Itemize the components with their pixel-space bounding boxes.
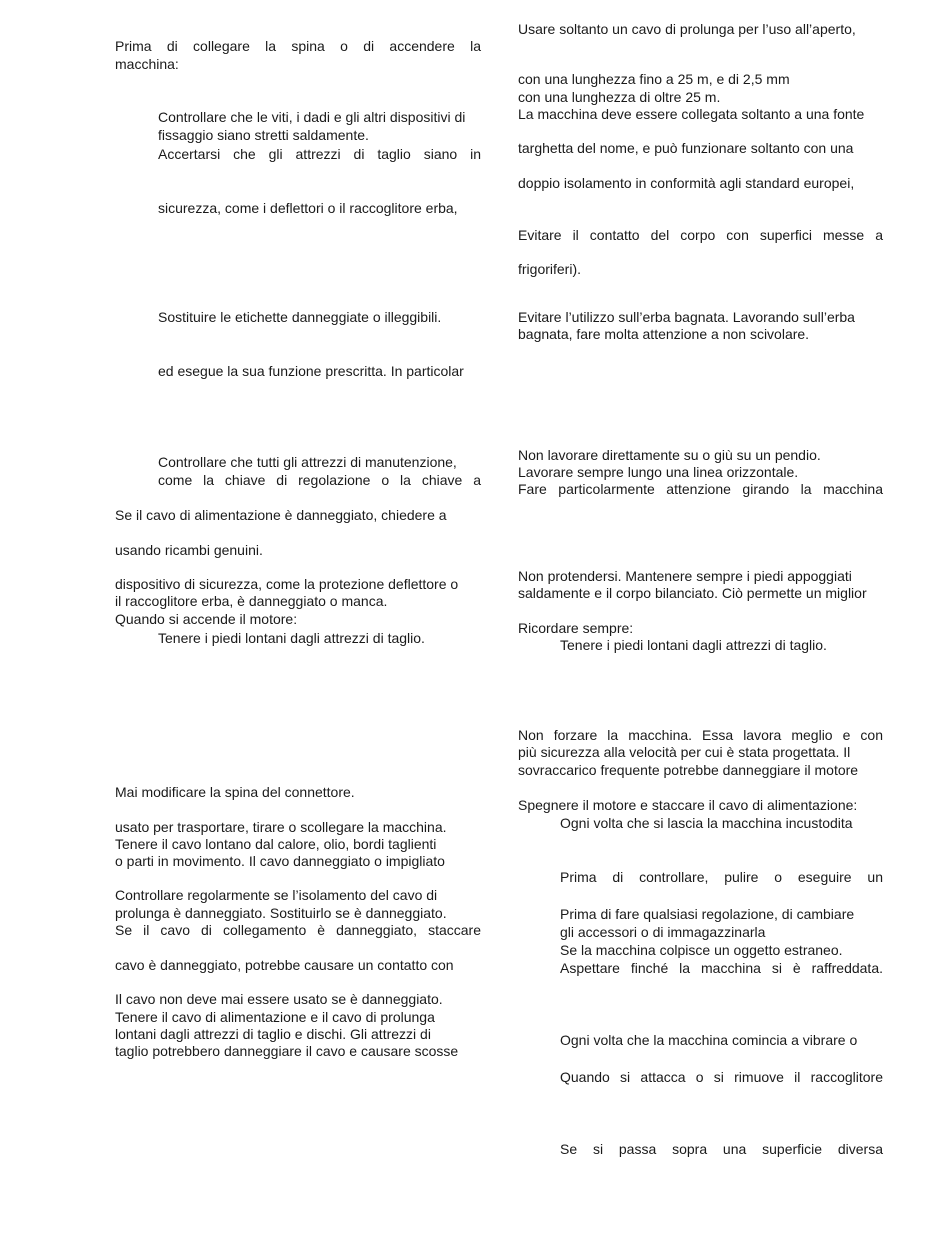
- slope-line-3: Fare particolarmente attenzione girando la macchina: [518, 481, 883, 497]
- check-screws-line-1: Controllare che le viti, i dadi e gli altri dispositivi di: [158, 109, 466, 125]
- stop-motor: Spegnere il motore e staccare il cavo di alimentazione:: [518, 797, 858, 813]
- insulation-line-1: Controllare regolarmente se l’isolamento del cavo di: [115, 887, 438, 903]
- cable-use-line-1: usato per trasportare, tirare o scollegare la macchina.: [115, 819, 447, 835]
- slope-line-2: Lavorare sempre lungo una linea orizzontale.: [518, 464, 799, 480]
- outdoor-cable: Usare soltanto un cavo di prolunga per l’uso all’aperto,: [518, 21, 856, 37]
- unattended: Ogni volta che si lascia la macchina incustodita: [560, 815, 853, 831]
- remember: Ricordare sempre:: [518, 620, 634, 636]
- intro-line-1: Prima di collegare la spina o di accendere la: [115, 38, 481, 54]
- genuine-parts: usando ricambi genuini.: [115, 542, 263, 558]
- cable-use-line-3: o parti in movimento. Il cavo danneggiato o impigliato: [115, 853, 445, 869]
- intro-line-2: macchina:: [115, 56, 179, 72]
- never-damaged-cable: Il cavo non deve mai essere usato se è danneggiato.: [115, 991, 443, 1007]
- cool-down: Aspettare finché la macchina si è raffreddata.: [560, 960, 883, 976]
- cutting-tools-safe: Accertarsi che gli attrezzi di taglio siano in: [158, 146, 481, 162]
- power-cable-damaged: Se il cavo di alimentazione è danneggiato, chiedere a: [115, 507, 447, 523]
- length-25-line-2: con una lunghezza di oltre 25 m.: [518, 89, 721, 105]
- surface-change: Se si passa sopra una superficie diversa: [560, 1141, 883, 1157]
- check-screws-line-2: fissaggio siano stretti saldamente.: [158, 127, 369, 143]
- overreach-line-1: Non protendersi. Mantenere sempre i piedi appoggiati: [518, 568, 852, 584]
- safety-devices: sicurezza, come i deflettori o il raccoglitore erba,: [158, 200, 458, 216]
- never-modify-plug: Mai modificare la spina del connettore.: [115, 784, 355, 800]
- before-check: Prima di controllare, pulire o eseguire un: [560, 869, 883, 885]
- safety-device-line-2: il raccoglitore erba, è danneggiato o manca.: [115, 593, 388, 609]
- slope-line-1: Non lavorare direttamente su o giù su un pendio.: [518, 447, 821, 463]
- keep-cable-line-2: lontani dagli attrezzi di taglio e dischi. Gli attrezzi di: [115, 1026, 431, 1042]
- power-source: La macchina deve essere collegata soltanto a una fonte: [518, 106, 865, 122]
- replace-labels: Sostituire le etichette danneggiate o illeggibili.: [158, 309, 442, 325]
- insulation-line-2: prolunga è danneggiato. Sostituirlo se è danneggiato.: [115, 905, 447, 921]
- insulation-line-3: Se il cavo di collegamento è danneggiato, staccare: [115, 922, 481, 938]
- feet-away-right: Tenere i piedi lontani dagli attrezzi di taglio.: [560, 637, 827, 653]
- no-force-line-2: più sicurezza alla velocità per cui è stata progettata. Il: [518, 744, 851, 760]
- keep-cable-line-1: Tenere il cavo di alimentazione e il cavo di prolunga: [115, 1009, 435, 1025]
- double-insulation: doppio isolamento in conformità agli standard europei,: [518, 175, 855, 191]
- foreign-object: Se la macchina colpisce un oggetto estraneo.: [560, 942, 843, 958]
- avoid-contact: Evitare il contatto del corpo con superfici messe a: [518, 227, 883, 243]
- before-adjust-line-1: Prima di fare qualsiasi regolazione, di cambiare: [560, 906, 855, 922]
- keep-cable-line-3: taglio potrebbero danneggiare il cavo e causare scosse: [115, 1043, 459, 1059]
- prescribed-function: ed esegue la sua funzione prescritta. In particolar: [158, 363, 464, 379]
- before-adjust-line-2: gli accessori o di immagazzinarla: [560, 924, 766, 940]
- grass-catcher: Quando si attacca o si rimuove il raccoglitore: [560, 1069, 883, 1085]
- no-force-line-1: Non forzare la macchina. Essa lavora meglio e con: [518, 727, 883, 743]
- name-plate: targhetta del nome, e può funzionare soltanto con una: [518, 140, 854, 156]
- safety-device-line-1: dispositivo di sicurezza, come la protezione deflettore o: [115, 576, 459, 592]
- contact-risk: cavo è danneggiato, potrebbe causare un contatto con: [115, 957, 454, 973]
- overreach-line-2: saldamente e il corpo bilanciato. Ciò permette un miglior: [518, 585, 867, 601]
- length-25-line-1: con una lunghezza fino a 25 m, e di 2,5 mm: [518, 71, 790, 87]
- cable-use-line-2: Tenere il cavo lontano dal calore, olio, bordi taglienti: [115, 836, 437, 852]
- vibrate: Ogni volta che la macchina comincia a vibrare o: [560, 1032, 858, 1048]
- feet-away-left: Tenere i piedi lontani dagli attrezzi di taglio.: [158, 630, 425, 646]
- wet-grass-line-2: bagnata, fare molta attenzione a non scivolare.: [518, 326, 810, 342]
- wet-grass-line-1: Evitare l’utilizzo sull’erba bagnata. Lavorando sull’erba: [518, 309, 855, 325]
- no-force-line-3: sovraccarico frequente potrebbe danneggiare il motore: [518, 762, 859, 778]
- fridges: frigoriferi).: [518, 261, 582, 277]
- maintenance-tools-line-1: Controllare che tutti gli attrezzi di manutenzione,: [158, 454, 457, 470]
- maintenance-tools-line-2: come la chiave di regolazione o la chiave a: [158, 472, 481, 488]
- motor-start: Quando si accende il motore:: [115, 611, 298, 627]
